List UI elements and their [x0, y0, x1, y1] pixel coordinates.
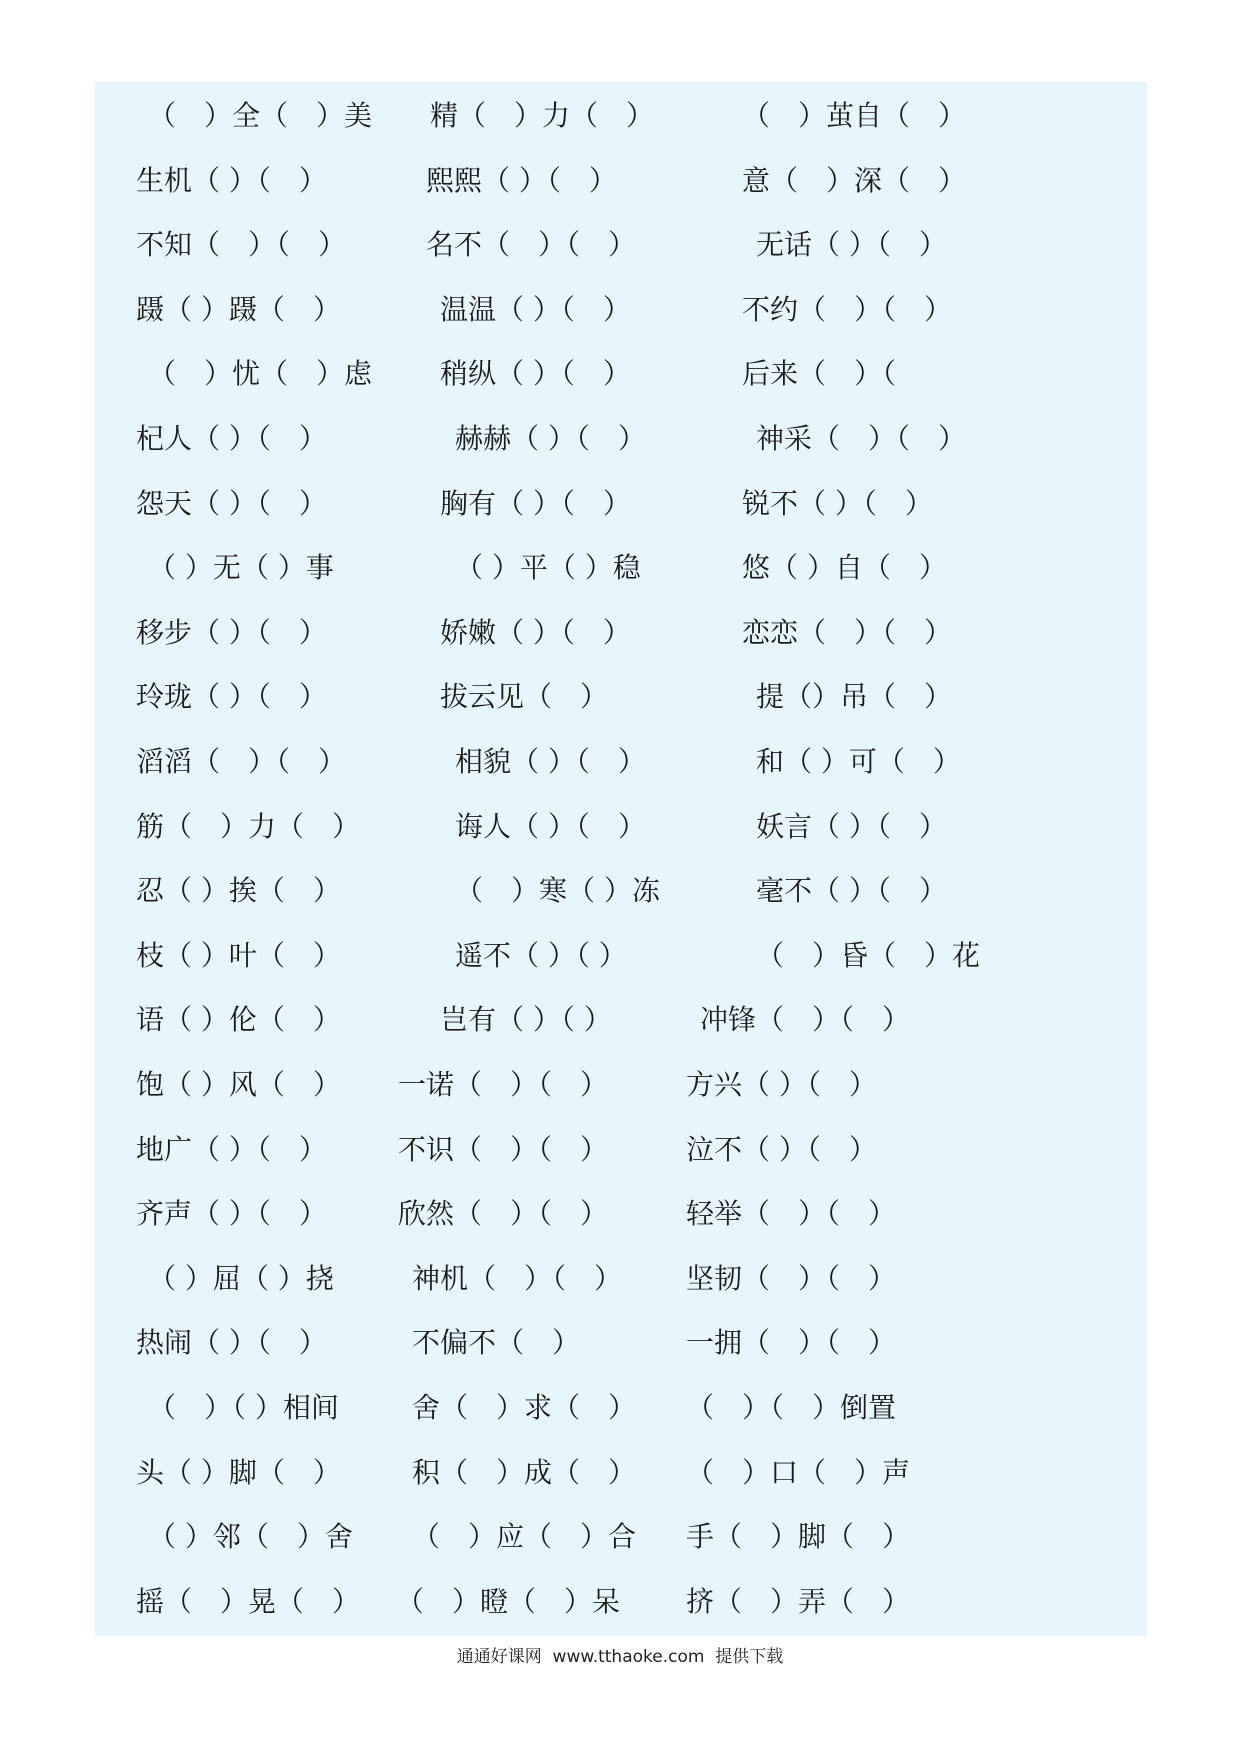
idiom-fill-blank: 胸有（ ）（ ）	[440, 486, 631, 520]
idiom-fill-blank: （ ）（ ）相间	[148, 1391, 339, 1424]
idiom-fill-blank: （ ）平（ ）稳	[455, 551, 641, 585]
idiom-fill-blank: （ ）邻（ ）舍	[148, 1520, 353, 1554]
idiom-fill-blank: 不知（ ）（ ）	[136, 228, 347, 262]
idiom-fill-blank: 轻举（ ）（ ）	[686, 1197, 897, 1231]
exercise-row	[0, 1570, 1240, 1634]
idiom-fill-blank: 和（ ）可（ ）	[756, 745, 961, 778]
idiom-fill-blank: 手（ ）脚（ ）	[686, 1520, 911, 1554]
idiom-fill-blank: 滔滔（ ）（ ）	[136, 745, 347, 778]
exercise-row	[0, 536, 1240, 600]
exercise-row	[0, 1376, 1240, 1440]
idiom-fill-blank: 后来（ ）（	[742, 357, 897, 391]
exercise-row	[0, 795, 1240, 859]
exercise-row	[0, 665, 1240, 729]
idiom-fill-blank: 悠（ ）自（ ）	[742, 551, 947, 585]
idiom-fill-blank: 赫赫（ ）（ ）	[455, 422, 646, 455]
idiom-fill-blank: 冲锋（ ）（ ）	[700, 1003, 911, 1037]
idiom-fill-blank: 移步（ ）（ ）	[136, 615, 327, 649]
exercise-row	[0, 1247, 1240, 1311]
idiom-fill-blank: 挤（ ）弄（ ）	[686, 1584, 911, 1618]
idiom-fill-blank: 名不（ ）（ ）	[426, 228, 637, 262]
idiom-fill-blank: 齐声（ ）（ ）	[136, 1197, 327, 1231]
idiom-fill-blank: （ ）茧自（ ）	[742, 99, 967, 132]
idiom-fill-blank: 温温（ ）（ ）	[440, 292, 631, 326]
idiom-fill-blank: 岂有（ ）（ ）	[440, 1003, 612, 1037]
idiom-fill-blank: （ ）寒（ ）冻	[455, 874, 660, 908]
exercise-row	[0, 730, 1240, 794]
idiom-fill-blank: 生机（ ）（ ）	[136, 163, 327, 197]
idiom-fill-blank: 精（ ）力（ ）	[430, 99, 655, 132]
idiom-fill-blank: 无话（ ）（ ）	[756, 228, 947, 262]
idiom-fill-blank: 不识（ ）（ ）	[398, 1132, 609, 1166]
idiom-fill-blank: 稍纵（ ）（ ）	[440, 357, 631, 391]
idiom-fill-blank: 不约（ ）（ ）	[742, 292, 953, 326]
idiom-fill-blank: 方兴（ ）（ ）	[686, 1068, 877, 1101]
exercise-row	[0, 213, 1240, 277]
exercise-row	[0, 407, 1240, 471]
page-footer: 通通好课网 www.tthaoke.com 提供下载	[456, 1647, 784, 1667]
exercise-row	[0, 988, 1240, 1052]
idiom-fill-blank: 怨天（ ）（ ）	[136, 486, 327, 520]
idiom-fill-blank: （ ）口（ ）声	[686, 1455, 911, 1489]
idiom-fill-blank: 锐不（ ）（ ）	[742, 486, 933, 520]
idiom-fill-blank: 头（ ）脚（ ）	[136, 1455, 341, 1489]
exercise-row	[0, 924, 1240, 988]
exercise-row	[0, 859, 1240, 923]
idiom-fill-blank: 神采（ ）（ ）	[756, 422, 967, 455]
exercise-row	[0, 278, 1240, 342]
exercise-row	[0, 1118, 1240, 1182]
idiom-fill-blank: （ ）全（ ）美	[148, 99, 373, 132]
idiom-fill-blank: 玲珑（ ）（ ）	[136, 680, 327, 714]
idiom-fill-blank: （ ）无（ ）事	[148, 551, 334, 585]
idiom-fill-blank: （ ）（ ）倒置	[686, 1391, 897, 1424]
idiom-fill-blank: 积（ ）成（ ）	[412, 1455, 637, 1489]
idiom-fill-blank: （ ）应（ ）合	[412, 1520, 637, 1554]
idiom-fill-blank: （ ）昏（ ）花	[756, 938, 981, 972]
idiom-fill-blank: 诲人（ ）（ ）	[455, 809, 646, 843]
idiom-fill-blank: 饱（ ）风（ ）	[136, 1068, 341, 1101]
idiom-fill-blank: 蹑（ ）蹑（ ）	[136, 292, 341, 326]
idiom-fill-blank: （ ）忧（ ）虑	[148, 357, 373, 391]
idiom-fill-blank: 神机（ ）（ ）	[412, 1261, 623, 1295]
idiom-fill-blank: 摇（ ）晃（ ）	[136, 1584, 361, 1618]
idiom-fill-blank: 热闹（ ）（ ）	[136, 1326, 327, 1360]
idiom-fill-blank: 意（ ）深（ ）	[742, 163, 967, 197]
exercise-row	[0, 1505, 1240, 1569]
idiom-fill-blank: 筋（ ）力（ ）	[136, 809, 361, 843]
exercise-row	[0, 84, 1240, 148]
exercise-row	[0, 149, 1240, 213]
idiom-fill-blank: 熙熙（ ）（ ）	[426, 163, 617, 197]
idiom-fill-blank: 欣然（ ）（ ）	[398, 1197, 609, 1231]
exercise-row	[0, 342, 1240, 406]
idiom-fill-blank: 一诺（ ）（ ）	[398, 1068, 609, 1101]
exercise-row	[0, 1053, 1240, 1117]
exercise-row	[0, 601, 1240, 665]
idiom-fill-blank: 一拥（ ）（ ）	[686, 1326, 897, 1360]
idiom-fill-blank: 遥不（ ）（ ）	[455, 938, 627, 972]
exercise-row	[0, 1182, 1240, 1246]
idiom-fill-blank: （ ）瞪（ ）呆	[396, 1584, 621, 1618]
idiom-fill-blank: 地广（ ）（ ）	[136, 1132, 327, 1166]
idiom-fill-blank: 拔云见（ ）	[440, 680, 609, 714]
idiom-fill-blank: 妖言（ ）（ ）	[756, 809, 947, 843]
idiom-fill-blank: 枝（ ）叶（ ）	[136, 938, 341, 972]
idiom-fill-blank: 语（ ）伦（ ）	[136, 1003, 341, 1037]
idiom-fill-blank: 不偏不（ ）	[412, 1326, 581, 1360]
idiom-fill-blank: 泣不（ ）（ ）	[686, 1132, 877, 1166]
idiom-fill-blank: 相貌（ ）（ ）	[455, 745, 646, 778]
idiom-fill-blank: 毫不（ ）（ ）	[756, 874, 947, 908]
exercise-row	[0, 1441, 1240, 1505]
idiom-fill-blank: 舍（ ）求（ ）	[412, 1391, 637, 1424]
idiom-fill-blank: （ ）屈（ ）挠	[148, 1261, 334, 1295]
idiom-fill-blank: 忍（ ）挨（ ）	[136, 874, 341, 908]
idiom-fill-blank: 恋恋（ ）（ ）	[742, 615, 953, 649]
idiom-fill-blank: 提（）吊（ ）	[756, 680, 953, 714]
idiom-fill-blank: 杞人（ ）（ ）	[136, 422, 327, 455]
exercise-row	[0, 1311, 1240, 1375]
idiom-fill-blank: 坚韧（ ）（ ）	[686, 1261, 897, 1295]
idiom-fill-blank: 娇嫩（ ）（ ）	[440, 615, 631, 649]
exercise-row	[0, 472, 1240, 536]
